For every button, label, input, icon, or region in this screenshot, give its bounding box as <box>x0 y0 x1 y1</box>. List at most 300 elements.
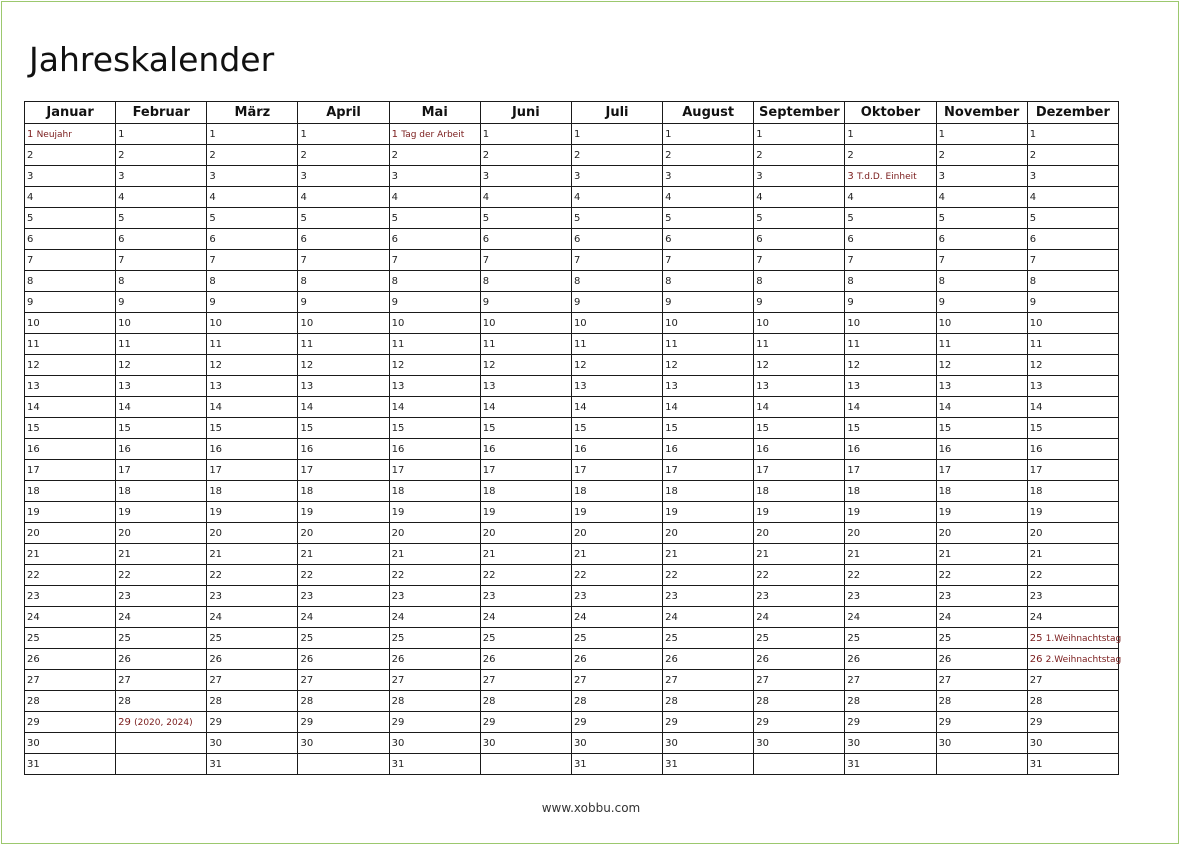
day-cell[interactable] <box>207 355 298 376</box>
day-cell[interactable] <box>845 166 936 187</box>
day-cell[interactable] <box>754 607 845 628</box>
day-cell[interactable] <box>480 586 571 607</box>
day-cell[interactable] <box>116 691 207 712</box>
day-cell[interactable] <box>389 187 480 208</box>
day-cell[interactable] <box>207 754 298 775</box>
day-cell[interactable] <box>936 565 1027 586</box>
day-cell[interactable] <box>389 439 480 460</box>
day-cell[interactable] <box>25 397 116 418</box>
day-cell[interactable] <box>480 376 571 397</box>
day-cell[interactable] <box>1027 355 1118 376</box>
day-cell[interactable] <box>207 376 298 397</box>
day-cell[interactable] <box>754 250 845 271</box>
day-cell[interactable] <box>663 460 754 481</box>
day-cell[interactable] <box>298 607 389 628</box>
day-cell[interactable] <box>663 712 754 733</box>
day-cell[interactable] <box>571 628 662 649</box>
day-cell[interactable] <box>663 628 754 649</box>
day-cell[interactable] <box>480 313 571 334</box>
day-cell[interactable] <box>754 712 845 733</box>
day-cell[interactable] <box>298 145 389 166</box>
day-cell[interactable] <box>116 292 207 313</box>
day-cell[interactable] <box>298 355 389 376</box>
day-cell[interactable] <box>571 754 662 775</box>
day-cell[interactable] <box>389 502 480 523</box>
day-cell[interactable] <box>116 670 207 691</box>
day-cell[interactable] <box>754 124 845 145</box>
day-cell[interactable] <box>1027 586 1118 607</box>
day-cell[interactable] <box>1027 691 1118 712</box>
day-cell[interactable] <box>298 418 389 439</box>
day-cell[interactable] <box>1027 754 1118 775</box>
day-cell[interactable] <box>936 607 1027 628</box>
day-cell[interactable] <box>936 187 1027 208</box>
day-cell[interactable] <box>389 544 480 565</box>
day-cell[interactable] <box>1027 376 1118 397</box>
day-cell[interactable] <box>389 649 480 670</box>
day-cell[interactable] <box>1027 292 1118 313</box>
day-cell[interactable] <box>389 397 480 418</box>
day-cell[interactable] <box>663 565 754 586</box>
day-cell[interactable] <box>207 544 298 565</box>
day-cell[interactable] <box>480 124 571 145</box>
day-cell[interactable] <box>1027 628 1122 649</box>
day-cell[interactable] <box>298 649 389 670</box>
day-cell[interactable] <box>298 376 389 397</box>
day-cell[interactable] <box>389 754 480 775</box>
day-cell[interactable] <box>845 334 936 355</box>
day-cell[interactable] <box>116 586 207 607</box>
day-cell[interactable] <box>25 481 116 502</box>
day-cell[interactable] <box>936 124 1027 145</box>
day-cell[interactable] <box>207 229 298 250</box>
day-cell[interactable] <box>25 187 116 208</box>
day-cell[interactable] <box>754 292 845 313</box>
day-cell[interactable] <box>1027 712 1118 733</box>
day-cell[interactable] <box>480 523 571 544</box>
day-cell[interactable] <box>298 754 389 775</box>
day-cell[interactable] <box>936 649 1027 670</box>
day-cell[interactable] <box>571 481 662 502</box>
day-cell[interactable] <box>663 607 754 628</box>
day-cell[interactable] <box>25 607 116 628</box>
day-cell[interactable] <box>25 460 116 481</box>
day-cell[interactable] <box>207 334 298 355</box>
day-cell[interactable] <box>116 145 207 166</box>
day-cell[interactable] <box>207 313 298 334</box>
day-cell[interactable] <box>1027 649 1122 670</box>
day-cell[interactable] <box>116 754 207 775</box>
day-cell[interactable] <box>298 733 389 754</box>
day-cell[interactable] <box>25 334 116 355</box>
day-cell[interactable] <box>571 397 662 418</box>
day-cell[interactable] <box>480 628 571 649</box>
day-cell[interactable] <box>754 208 845 229</box>
day-cell[interactable] <box>754 166 845 187</box>
day-cell[interactable] <box>571 439 662 460</box>
day-cell[interactable] <box>389 565 480 586</box>
day-cell[interactable] <box>663 124 754 145</box>
day-cell[interactable] <box>389 607 480 628</box>
day-cell[interactable] <box>207 586 298 607</box>
day-cell[interactable] <box>936 586 1027 607</box>
day-cell[interactable] <box>754 523 845 544</box>
day-cell[interactable] <box>663 355 754 376</box>
day-cell[interactable] <box>207 145 298 166</box>
day-cell[interactable] <box>571 166 662 187</box>
day-cell[interactable] <box>207 166 298 187</box>
day-cell[interactable] <box>845 271 936 292</box>
day-cell[interactable] <box>25 586 116 607</box>
day-cell[interactable] <box>298 313 389 334</box>
day-cell[interactable] <box>571 208 662 229</box>
day-cell[interactable] <box>845 691 936 712</box>
day-cell[interactable] <box>298 397 389 418</box>
day-cell[interactable] <box>571 313 662 334</box>
day-cell[interactable] <box>663 691 754 712</box>
day-cell[interactable] <box>207 733 298 754</box>
day-cell[interactable] <box>936 712 1027 733</box>
day-cell[interactable] <box>1027 271 1118 292</box>
day-cell[interactable] <box>1027 439 1118 460</box>
day-cell[interactable] <box>298 187 389 208</box>
day-cell[interactable] <box>25 124 116 145</box>
day-cell[interactable] <box>663 586 754 607</box>
day-cell[interactable] <box>571 565 662 586</box>
day-cell[interactable] <box>298 124 389 145</box>
day-cell[interactable] <box>25 250 116 271</box>
day-cell[interactable] <box>480 649 571 670</box>
day-cell[interactable] <box>25 418 116 439</box>
day-cell[interactable] <box>207 208 298 229</box>
day-cell[interactable] <box>1027 481 1118 502</box>
day-cell[interactable] <box>663 250 754 271</box>
day-cell[interactable] <box>480 334 571 355</box>
day-cell[interactable] <box>571 229 662 250</box>
day-cell[interactable] <box>845 649 936 670</box>
day-cell[interactable] <box>571 124 662 145</box>
day-cell[interactable] <box>663 544 754 565</box>
day-cell[interactable] <box>480 229 571 250</box>
day-cell[interactable] <box>845 418 936 439</box>
day-cell[interactable] <box>25 544 116 565</box>
day-cell[interactable] <box>663 649 754 670</box>
day-cell[interactable] <box>571 607 662 628</box>
day-cell[interactable] <box>936 523 1027 544</box>
day-cell[interactable] <box>754 586 845 607</box>
day-cell[interactable] <box>845 754 936 775</box>
day-cell[interactable] <box>480 397 571 418</box>
day-cell[interactable] <box>571 544 662 565</box>
day-cell[interactable] <box>116 187 207 208</box>
day-cell[interactable] <box>754 502 845 523</box>
day-cell[interactable] <box>571 733 662 754</box>
day-cell[interactable] <box>754 187 845 208</box>
day-cell[interactable] <box>116 712 207 733</box>
day-cell[interactable] <box>389 124 480 145</box>
day-cell[interactable] <box>298 250 389 271</box>
day-cell[interactable] <box>754 691 845 712</box>
day-cell[interactable] <box>936 628 1027 649</box>
day-cell[interactable] <box>845 628 936 649</box>
day-cell[interactable] <box>116 355 207 376</box>
day-cell[interactable] <box>1027 733 1118 754</box>
day-cell[interactable] <box>480 754 571 775</box>
day-cell[interactable] <box>25 166 116 187</box>
day-cell[interactable] <box>389 628 480 649</box>
day-cell[interactable] <box>571 502 662 523</box>
day-cell[interactable] <box>480 460 571 481</box>
day-cell[interactable] <box>298 439 389 460</box>
day-cell[interactable] <box>754 481 845 502</box>
day-cell[interactable] <box>845 565 936 586</box>
day-cell[interactable] <box>845 397 936 418</box>
day-cell[interactable] <box>1027 166 1118 187</box>
day-cell[interactable] <box>845 607 936 628</box>
day-cell[interactable] <box>571 691 662 712</box>
day-cell[interactable] <box>116 418 207 439</box>
day-cell[interactable] <box>480 733 571 754</box>
day-cell[interactable] <box>207 649 298 670</box>
day-cell[interactable] <box>845 355 936 376</box>
day-cell[interactable] <box>1027 145 1118 166</box>
day-cell[interactable] <box>25 523 116 544</box>
day-cell[interactable] <box>663 733 754 754</box>
day-cell[interactable] <box>116 460 207 481</box>
day-cell[interactable] <box>845 502 936 523</box>
day-cell[interactable] <box>480 481 571 502</box>
day-cell[interactable] <box>298 523 389 544</box>
day-cell[interactable] <box>571 334 662 355</box>
day-cell[interactable] <box>116 271 207 292</box>
day-cell[interactable] <box>116 439 207 460</box>
day-cell[interactable] <box>754 460 845 481</box>
day-cell[interactable] <box>663 229 754 250</box>
day-cell[interactable] <box>571 145 662 166</box>
day-cell[interactable] <box>936 754 1027 775</box>
day-cell[interactable] <box>389 691 480 712</box>
day-cell[interactable] <box>116 166 207 187</box>
day-cell[interactable] <box>1027 460 1118 481</box>
day-cell[interactable] <box>845 250 936 271</box>
day-cell[interactable] <box>116 544 207 565</box>
day-cell[interactable] <box>936 691 1027 712</box>
day-cell[interactable] <box>663 481 754 502</box>
day-cell[interactable] <box>389 313 480 334</box>
day-cell[interactable] <box>845 733 936 754</box>
day-cell[interactable] <box>207 523 298 544</box>
day-cell[interactable] <box>207 250 298 271</box>
day-cell[interactable] <box>207 628 298 649</box>
day-cell[interactable] <box>389 460 480 481</box>
day-cell[interactable] <box>207 712 298 733</box>
day-cell[interactable] <box>116 124 207 145</box>
day-cell[interactable] <box>936 397 1027 418</box>
day-cell[interactable] <box>207 460 298 481</box>
day-cell[interactable] <box>663 754 754 775</box>
day-cell[interactable] <box>754 670 845 691</box>
day-cell[interactable] <box>298 670 389 691</box>
day-cell[interactable] <box>298 292 389 313</box>
day-cell[interactable] <box>845 145 936 166</box>
day-cell[interactable] <box>754 334 845 355</box>
day-cell[interactable] <box>207 481 298 502</box>
day-cell[interactable] <box>663 187 754 208</box>
day-cell[interactable] <box>389 418 480 439</box>
day-cell[interactable] <box>754 376 845 397</box>
day-cell[interactable] <box>571 649 662 670</box>
day-cell[interactable] <box>298 565 389 586</box>
day-cell[interactable] <box>845 313 936 334</box>
day-cell[interactable] <box>298 271 389 292</box>
day-cell[interactable] <box>663 145 754 166</box>
day-cell[interactable] <box>480 208 571 229</box>
day-cell[interactable] <box>754 418 845 439</box>
day-cell[interactable] <box>571 187 662 208</box>
day-cell[interactable] <box>116 628 207 649</box>
day-cell[interactable] <box>480 607 571 628</box>
day-cell[interactable] <box>207 502 298 523</box>
day-cell[interactable] <box>936 271 1027 292</box>
day-cell[interactable] <box>298 544 389 565</box>
day-cell[interactable] <box>298 166 389 187</box>
day-cell[interactable] <box>480 271 571 292</box>
day-cell[interactable] <box>1027 187 1118 208</box>
day-cell[interactable] <box>1027 124 1118 145</box>
day-cell[interactable] <box>207 670 298 691</box>
day-cell[interactable] <box>1027 670 1118 691</box>
day-cell[interactable] <box>936 733 1027 754</box>
day-cell[interactable] <box>571 586 662 607</box>
day-cell[interactable] <box>936 250 1027 271</box>
day-cell[interactable] <box>389 481 480 502</box>
day-cell[interactable] <box>389 670 480 691</box>
day-cell[interactable] <box>845 229 936 250</box>
day-cell[interactable] <box>754 733 845 754</box>
day-cell[interactable] <box>298 628 389 649</box>
day-cell[interactable] <box>845 439 936 460</box>
day-cell[interactable] <box>663 271 754 292</box>
day-cell[interactable] <box>298 229 389 250</box>
day-cell[interactable] <box>1027 607 1118 628</box>
day-cell[interactable] <box>298 334 389 355</box>
day-cell[interactable] <box>845 481 936 502</box>
day-cell[interactable] <box>25 376 116 397</box>
day-cell[interactable] <box>1027 544 1118 565</box>
day-cell[interactable] <box>116 250 207 271</box>
day-cell[interactable] <box>207 271 298 292</box>
day-cell[interactable] <box>298 481 389 502</box>
day-cell[interactable] <box>845 460 936 481</box>
day-cell[interactable] <box>571 418 662 439</box>
day-cell[interactable] <box>1027 208 1118 229</box>
day-cell[interactable] <box>480 145 571 166</box>
day-cell[interactable] <box>845 523 936 544</box>
day-cell[interactable] <box>389 376 480 397</box>
day-cell[interactable] <box>25 271 116 292</box>
day-cell[interactable] <box>754 754 845 775</box>
day-cell[interactable] <box>936 670 1027 691</box>
day-cell[interactable] <box>480 418 571 439</box>
day-cell[interactable] <box>298 712 389 733</box>
day-cell[interactable] <box>480 712 571 733</box>
day-cell[interactable] <box>936 418 1027 439</box>
day-cell[interactable] <box>25 670 116 691</box>
day-cell[interactable] <box>571 376 662 397</box>
day-cell[interactable] <box>25 754 116 775</box>
day-cell[interactable] <box>754 439 845 460</box>
day-cell[interactable] <box>663 670 754 691</box>
day-cell[interactable] <box>116 334 207 355</box>
day-cell[interactable] <box>571 355 662 376</box>
day-cell[interactable] <box>116 733 207 754</box>
day-cell[interactable] <box>25 712 116 733</box>
day-cell[interactable] <box>207 292 298 313</box>
day-cell[interactable] <box>207 691 298 712</box>
day-cell[interactable] <box>754 313 845 334</box>
day-cell[interactable] <box>389 208 480 229</box>
day-cell[interactable] <box>25 691 116 712</box>
day-cell[interactable] <box>936 439 1027 460</box>
day-cell[interactable] <box>845 544 936 565</box>
day-cell[interactable] <box>936 355 1027 376</box>
day-cell[interactable] <box>936 460 1027 481</box>
day-cell[interactable] <box>571 292 662 313</box>
day-cell[interactable] <box>571 670 662 691</box>
day-cell[interactable] <box>480 691 571 712</box>
day-cell[interactable] <box>298 460 389 481</box>
day-cell[interactable] <box>936 481 1027 502</box>
day-cell[interactable] <box>207 607 298 628</box>
day-cell[interactable] <box>116 397 207 418</box>
day-cell[interactable] <box>1027 250 1118 271</box>
day-cell[interactable] <box>936 502 1027 523</box>
day-cell[interactable] <box>663 523 754 544</box>
day-cell[interactable] <box>845 586 936 607</box>
day-cell[interactable] <box>571 460 662 481</box>
day-cell[interactable] <box>936 208 1027 229</box>
day-cell[interactable] <box>389 733 480 754</box>
day-cell[interactable] <box>116 208 207 229</box>
day-cell[interactable] <box>663 292 754 313</box>
day-cell[interactable] <box>754 229 845 250</box>
day-cell[interactable] <box>389 229 480 250</box>
day-cell[interactable] <box>25 208 116 229</box>
day-cell[interactable] <box>845 124 936 145</box>
day-cell[interactable] <box>389 523 480 544</box>
day-cell[interactable] <box>1027 334 1118 355</box>
day-cell[interactable] <box>936 313 1027 334</box>
day-cell[interactable] <box>25 229 116 250</box>
day-cell[interactable] <box>480 439 571 460</box>
day-cell[interactable] <box>1027 229 1118 250</box>
day-cell[interactable] <box>754 565 845 586</box>
day-cell[interactable] <box>845 187 936 208</box>
day-cell[interactable] <box>936 376 1027 397</box>
day-cell[interactable] <box>936 544 1027 565</box>
day-cell[interactable] <box>480 166 571 187</box>
day-cell[interactable] <box>571 523 662 544</box>
day-cell[interactable] <box>1027 523 1118 544</box>
day-cell[interactable] <box>207 397 298 418</box>
day-cell[interactable] <box>845 376 936 397</box>
day-cell[interactable] <box>25 439 116 460</box>
day-cell[interactable] <box>571 712 662 733</box>
day-cell[interactable] <box>25 313 116 334</box>
day-cell[interactable] <box>663 334 754 355</box>
day-cell[interactable] <box>298 586 389 607</box>
day-cell[interactable] <box>936 229 1027 250</box>
